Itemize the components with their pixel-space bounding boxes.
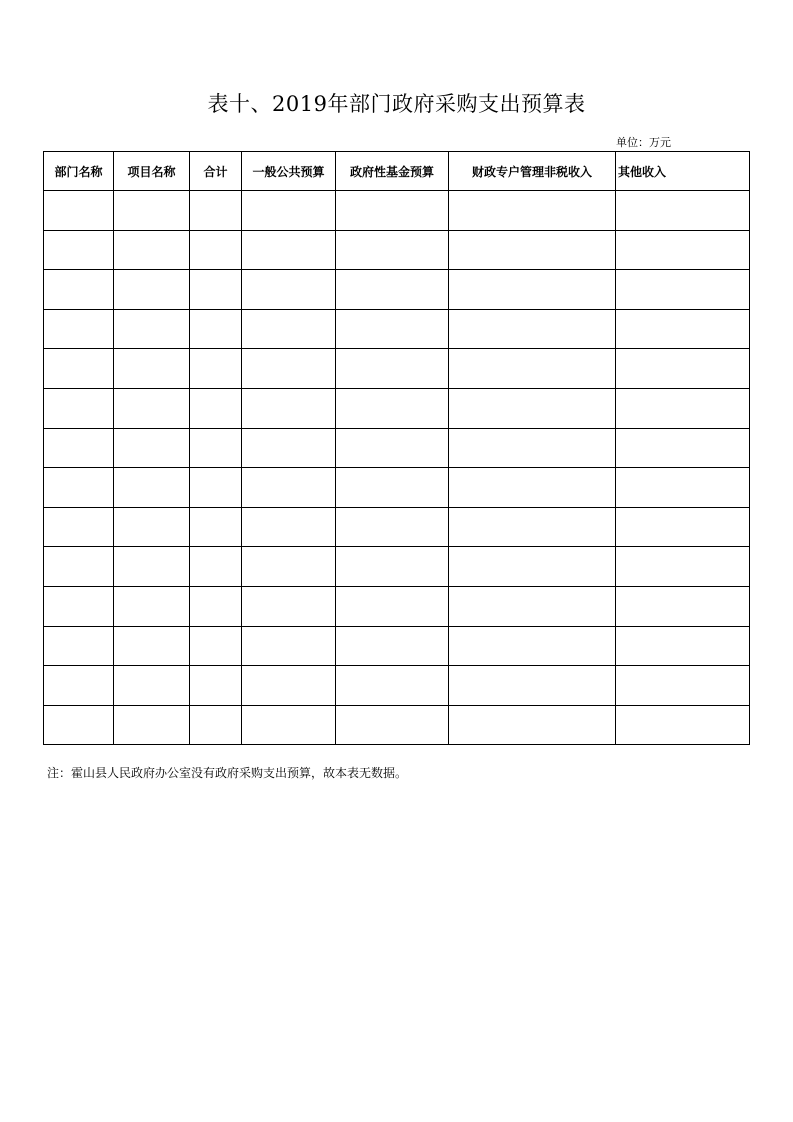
table-cell bbox=[449, 428, 616, 468]
table-row bbox=[44, 428, 750, 468]
footnote: 注：霍山县人民政府办公室没有政府采购支出预算，故本表无数据。 bbox=[47, 766, 408, 780]
table-cell bbox=[44, 507, 114, 547]
table-row bbox=[44, 230, 750, 270]
table-cell bbox=[114, 270, 190, 310]
table-cell bbox=[114, 507, 190, 547]
column-header: 部门名称 bbox=[44, 152, 114, 191]
table-cell bbox=[44, 230, 114, 270]
table-cell bbox=[336, 666, 449, 706]
table-cell bbox=[114, 230, 190, 270]
table-cell bbox=[44, 309, 114, 349]
table-cell bbox=[242, 586, 336, 626]
table-cell bbox=[449, 468, 616, 508]
table-cell bbox=[616, 270, 750, 310]
table-cell bbox=[44, 468, 114, 508]
table-cell bbox=[336, 626, 449, 666]
table-cell bbox=[114, 468, 190, 508]
table-cell bbox=[449, 705, 616, 745]
table-row bbox=[44, 666, 750, 706]
table-cell bbox=[449, 191, 616, 231]
table-cell bbox=[616, 547, 750, 587]
table-cell bbox=[190, 547, 242, 587]
table-cell bbox=[336, 428, 449, 468]
table-cell bbox=[190, 428, 242, 468]
table-row bbox=[44, 547, 750, 587]
table-cell bbox=[242, 309, 336, 349]
table-cell bbox=[114, 705, 190, 745]
table-cell bbox=[616, 666, 750, 706]
table-row bbox=[44, 586, 750, 626]
table-cell bbox=[242, 349, 336, 389]
unit-label: 单位：万元 bbox=[616, 136, 671, 149]
table-cell bbox=[44, 428, 114, 468]
table-cell bbox=[114, 309, 190, 349]
table-cell bbox=[114, 586, 190, 626]
table-cell bbox=[44, 666, 114, 706]
table-cell bbox=[44, 270, 114, 310]
table-cell bbox=[449, 626, 616, 666]
table-cell bbox=[336, 270, 449, 310]
table-cell bbox=[190, 666, 242, 706]
table-cell bbox=[114, 666, 190, 706]
table-cell bbox=[242, 547, 336, 587]
table-row bbox=[44, 626, 750, 666]
table-cell bbox=[449, 547, 616, 587]
table-row bbox=[44, 468, 750, 508]
table-cell bbox=[242, 626, 336, 666]
table-row bbox=[44, 388, 750, 428]
table-row bbox=[44, 349, 750, 389]
table-cell bbox=[449, 309, 616, 349]
table-cell bbox=[190, 191, 242, 231]
table-cell bbox=[449, 349, 616, 389]
table-cell bbox=[114, 428, 190, 468]
table-cell bbox=[616, 428, 750, 468]
table-cell bbox=[242, 428, 336, 468]
column-header: 财政专户管理非税收入 bbox=[449, 152, 616, 191]
table-cell bbox=[449, 507, 616, 547]
table-cell bbox=[114, 388, 190, 428]
table-cell bbox=[336, 468, 449, 508]
table-cell bbox=[616, 586, 750, 626]
table-row bbox=[44, 507, 750, 547]
table-cell bbox=[242, 191, 336, 231]
column-header: 项目名称 bbox=[114, 152, 190, 191]
table-cell bbox=[336, 705, 449, 745]
table-row bbox=[44, 309, 750, 349]
table-row bbox=[44, 705, 750, 745]
table-cell bbox=[336, 547, 449, 587]
table-cell bbox=[336, 586, 449, 626]
table-cell bbox=[190, 388, 242, 428]
table-cell bbox=[616, 626, 750, 666]
column-header: 一般公共预算 bbox=[242, 152, 336, 191]
table-cell bbox=[242, 270, 336, 310]
table-cell bbox=[616, 309, 750, 349]
table-cell bbox=[190, 349, 242, 389]
table-cell bbox=[242, 507, 336, 547]
table-cell bbox=[44, 586, 114, 626]
table-cell bbox=[242, 230, 336, 270]
table-cell bbox=[336, 230, 449, 270]
table-cell bbox=[242, 388, 336, 428]
table-cell bbox=[190, 586, 242, 626]
table-cell bbox=[44, 547, 114, 587]
table-cell bbox=[44, 349, 114, 389]
table-cell bbox=[336, 507, 449, 547]
table-cell bbox=[190, 626, 242, 666]
table-cell bbox=[336, 349, 449, 389]
table-cell bbox=[449, 586, 616, 626]
column-header: 政府性基金预算 bbox=[336, 152, 449, 191]
table-body bbox=[44, 191, 750, 745]
column-header: 其他收入 bbox=[616, 152, 750, 191]
table-cell bbox=[190, 507, 242, 547]
procurement-budget-table bbox=[43, 151, 750, 745]
table-cell bbox=[190, 230, 242, 270]
table-cell bbox=[242, 468, 336, 508]
table-cell bbox=[44, 388, 114, 428]
table-cell bbox=[616, 468, 750, 508]
table-cell bbox=[336, 309, 449, 349]
column-header: 合计 bbox=[190, 152, 242, 191]
page-title: 表十、2019年部门政府采购支出预算表 bbox=[207, 92, 586, 116]
table-cell bbox=[114, 547, 190, 587]
table-cell bbox=[114, 191, 190, 231]
table-cell bbox=[190, 705, 242, 745]
table-cell bbox=[616, 349, 750, 389]
table-cell bbox=[190, 309, 242, 349]
table-cell bbox=[449, 388, 616, 428]
table-cell bbox=[336, 388, 449, 428]
table-cell bbox=[242, 705, 336, 745]
table-cell bbox=[616, 507, 750, 547]
table-cell bbox=[616, 230, 750, 270]
table-cell bbox=[449, 666, 616, 706]
table-row bbox=[44, 191, 750, 231]
table-cell bbox=[336, 191, 449, 231]
table-cell bbox=[44, 626, 114, 666]
table-cell bbox=[616, 388, 750, 428]
table-cell bbox=[616, 191, 750, 231]
table-cell bbox=[190, 270, 242, 310]
table-cell bbox=[44, 191, 114, 231]
table-cell bbox=[190, 468, 242, 508]
table-cell bbox=[114, 626, 190, 666]
table-cell bbox=[44, 705, 114, 745]
table-cell bbox=[449, 230, 616, 270]
table-header-row bbox=[44, 152, 750, 191]
table-cell bbox=[449, 270, 616, 310]
table-cell bbox=[242, 666, 336, 706]
table-cell bbox=[616, 705, 750, 745]
table-row bbox=[44, 270, 750, 310]
table-cell bbox=[114, 349, 190, 389]
